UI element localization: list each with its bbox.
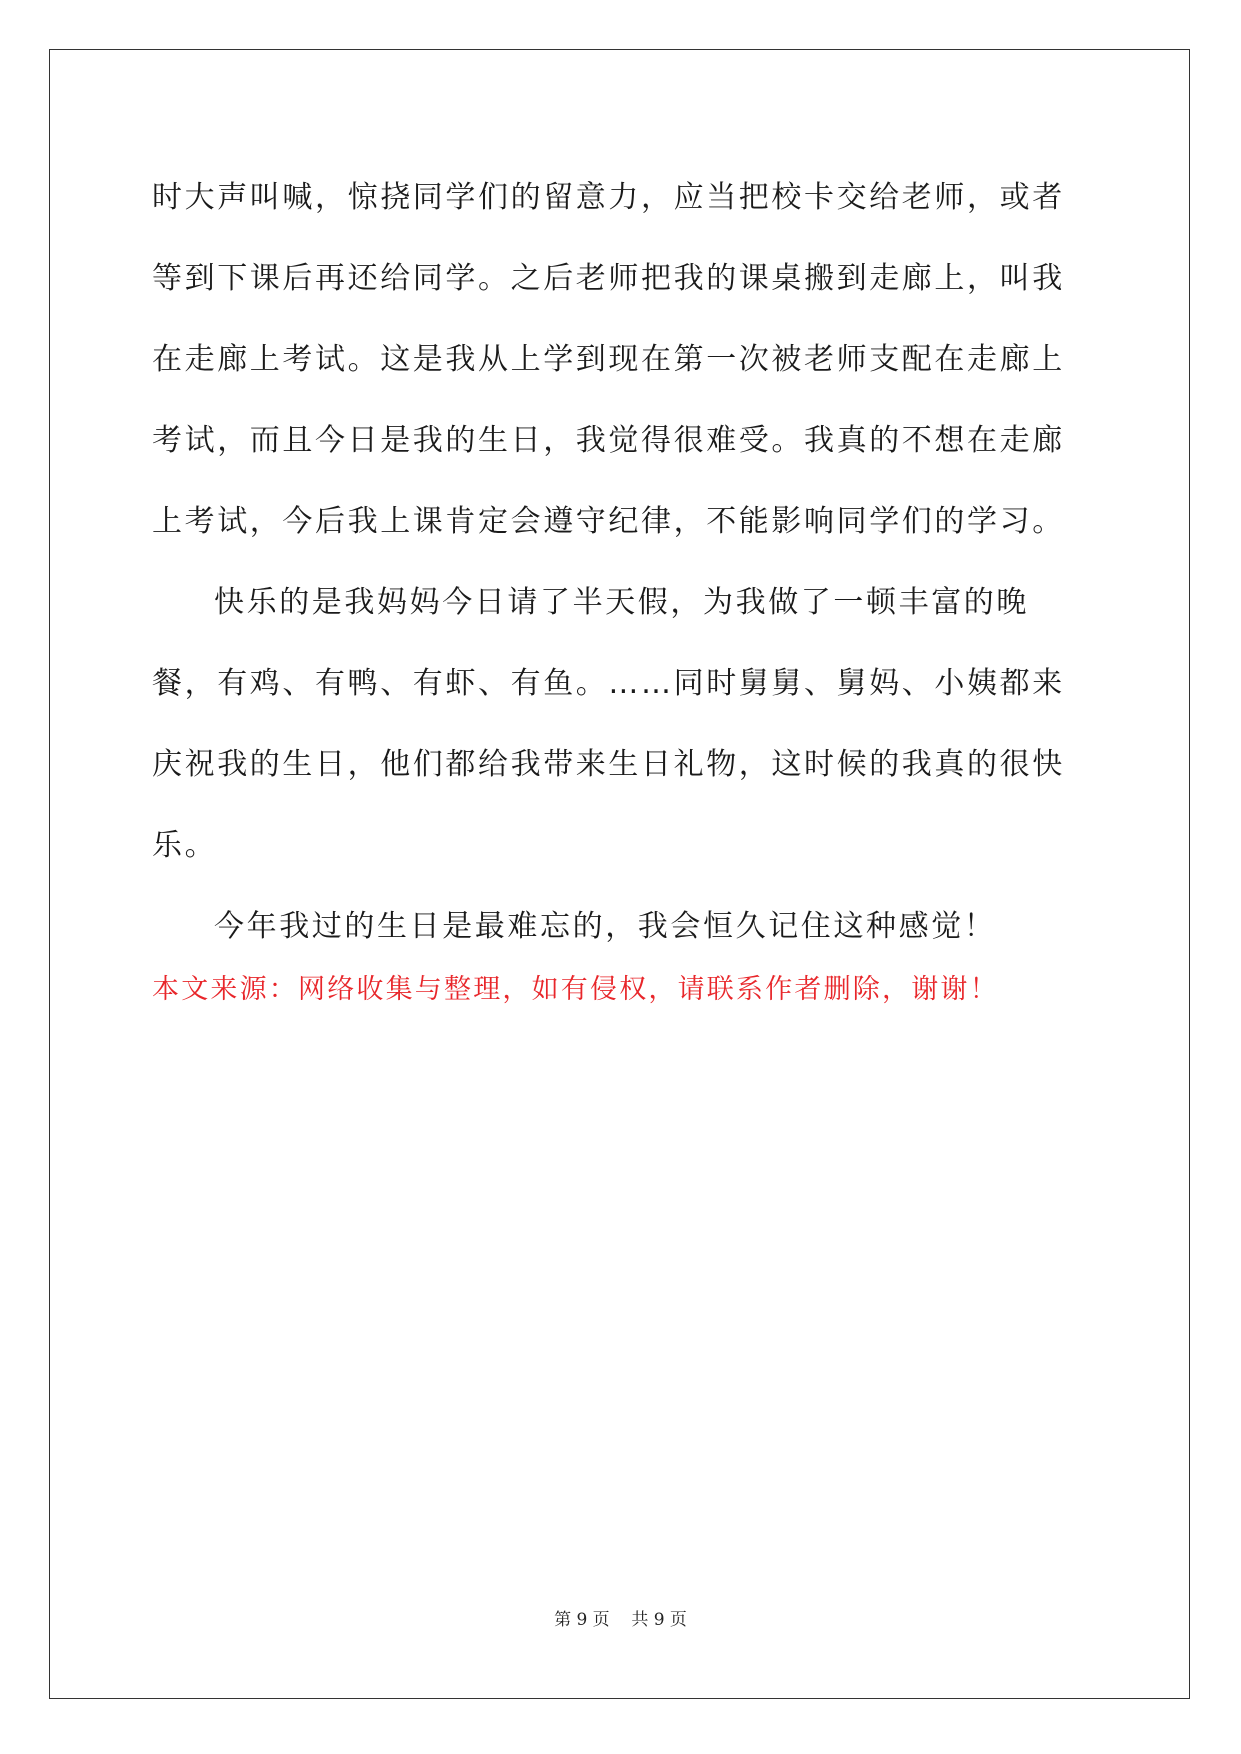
document-body	[152, 157, 1092, 967]
page-footer	[0, 1605, 1241, 1635]
source-note: 本文来源：网络收集与整理，如有侵权，请联系作者删除，谢谢！	[152, 974, 999, 1005]
page-total: 共 9 页	[631, 1610, 687, 1630]
paragraph-continuation: 时大声叫喊，惊挠同学们的留意力，应当把校卡交给老师，或者等到下课后再还给同学。之后老师把我的课桌搬到走廊上，叫我在走廊上考试。这是我从上学到现在第一次被老师支配在走廊上考试，而且今日是我的生日，我觉得很难受。我真的不想在走廊上考试，今后我上课肯定会遵守纪律，不能影响同学们的学习。	[152, 180, 1065, 539]
page-number: 第 9 页	[554, 1610, 610, 1630]
paragraph-happy: 快乐的是我妈妈今日请了半天假，为我做了一顿丰富的晚餐，有鸡、有鸭、有虾、有鱼。……同时舅舅、舅妈、小姨都来庆祝我的生日，他们都给我带来生日礼物，这时候的我真的很快乐。	[152, 585, 1065, 863]
paragraph-conclusion: 今年我过的生日是最难忘的，我会恒久记住这种感觉！	[214, 909, 997, 944]
